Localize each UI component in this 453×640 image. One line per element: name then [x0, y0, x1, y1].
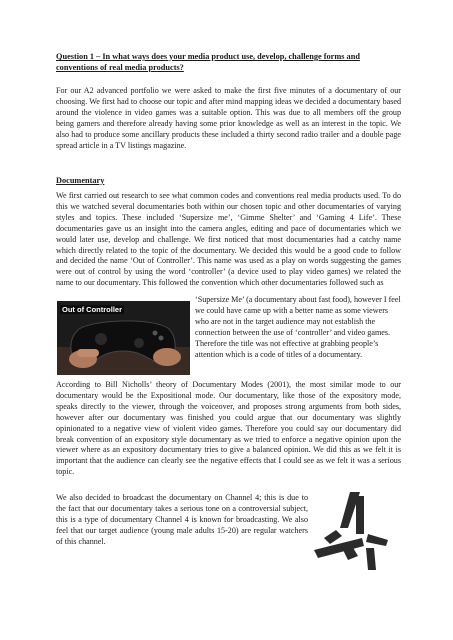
channel-4-logo — [312, 490, 390, 572]
nichols-paragraph: According to Bill Nicholls’ theory of Documentary Modes (2001), the most similar mode to our documentary would be the Expositional mode. Our documentary, like those of the expository mode, speaks directly to the viewer, through the voiceover, and proposes strong arguments from both sides, however after our documentary was finished you could argue that our documentary was slightly opinionated to a negative view of violent video games. Therefore you could say our documentary did break convention of an expository style documentary as we tried to enforce a negative opinion upon the viewer where as an expository documentary tries to give a balanced opinion. We did this as we felt it is important that the audience can clearly see the negative effects that I could see as we felt it was a serious topic. — [56, 380, 401, 477]
intro-paragraph: For our A2 advanced portfolio we were asked to make the first five minutes of a documentary of our choosing. We first had to choose our topic and after mind mapping ideas we decided a documentary based around the violence in video games was a suitable option. This was due to all members off the group being gamers and therefore already having some prior knowledge as well as an interest in the topic. We also had to produce some ancillary products these included a thirty second radio trailer and a double page spread article in a TV listings magazine. — [56, 86, 401, 150]
documentary-subheading: Documentary — [56, 176, 105, 185]
question-heading: Question 1 – In what ways does your media product use, develop, challenge forms and conventions of real media products? — [56, 52, 360, 72]
channel4-paragraph: We also decided to broadcast the documentary on Channel 4; this is due to the fact that our documentary takes a serious tone on a controversial subject, this is a type of documentary Channel 4 is known for broadcasting. We also feel that our target audience (young male adults 15-20) are regular watchers of this channel. — [56, 493, 308, 546]
documentary-thumbnail — [57, 301, 190, 375]
documentary-paragraph: We first carried out research to see what common codes and conventions real media products used. To do this we watched several documentaries both within our chosen topic and other documentaries of varying styles and topics. These included ‘Supersize me’, ‘Gimme Shelter’ and ‘Gaming 4 Life’. These documentaries gave us an insight into the camera angles, editing and pace of documentaries which we would later use, develop and challenge. We first noticed that most documentaries had a catchy name which directly related to the topic of the documentary. We decided this would be a good code to follow and decided the name ‘Out of Controller’. This name was used as a play on words suggesting the games were out of control by using the word ‘controller’ (a device used to play video games) we related the name to our documentary. This followed the convention which other documentaries followed such as — [56, 191, 401, 288]
thumbnail-title: Out of Controller — [62, 305, 122, 314]
channel-4-logo-icon — [312, 490, 390, 572]
beside-image-paragraph: ‘Supersize Me’ (a documentary about fast food), however I feel we could have came up with a better name as some viewers who are not in the target audience may not establish the connection between the use of ‘controller’ and video games. Therefore the title was not effective at grabbing people’s attention which is a code of titles of a documentary. — [195, 295, 401, 359]
